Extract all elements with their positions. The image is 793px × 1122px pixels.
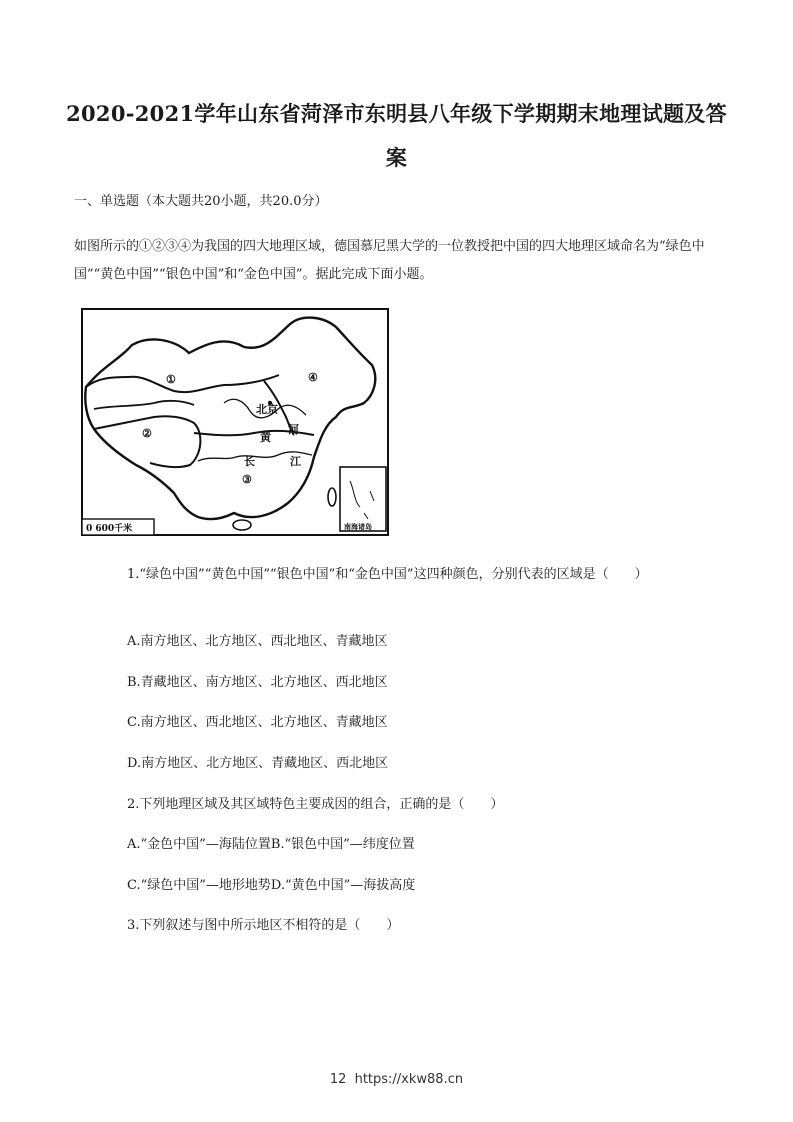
map-svg	[74, 305, 394, 540]
footer-url[interactable]: https://xkw88.cn	[354, 1072, 464, 1087]
question-2-stem: 2.下列地理区域及其区域特色主要成因的组合，正确的是（ ）	[127, 797, 504, 812]
document-title: 2020-2021学年山东省菏泽市东明县八年级下学期期末地理试题及答案	[66, 101, 727, 170]
region-2-label: ②	[142, 427, 152, 440]
yangtze-label-1: 长	[244, 455, 255, 468]
page-number: 12	[329, 1072, 347, 1087]
inset-label: 南海诸岛	[344, 522, 372, 531]
question-3-stem: 3.下列叙述与图中所示地区不相符的是（ ）	[127, 918, 400, 933]
region-3-label: ③	[242, 473, 252, 486]
region-4-label: ④	[308, 371, 318, 384]
region-1-label: ①	[166, 373, 176, 386]
yangtze-label-2: 江	[290, 455, 301, 468]
scale-label: 0 600千米	[86, 524, 133, 534]
question-1-option-c: C.南方地区、西北地区、北方地区、青藏地区	[127, 715, 388, 730]
intro-paragraph: 如图所示的①②③④为我国的四大地理区域，德国慕尼黑大学的一位教授把中国的四大地理区域命名为“绿色中国”“黄色中国”“银色中国”和“金色中国”。据此完成下面小题。	[74, 239, 705, 282]
question-1-option-d: D.南方地区、北方地区、青藏地区、西北地区	[127, 756, 389, 771]
question-1-option-a: A.南方地区、北方地区、西北地区、青藏地区	[127, 634, 388, 649]
question-1-stem: 1.“绿色中国”“黄色中国”“银色中国”和“金色中国”这四种颜色，分别代表的区域是（ ）	[127, 567, 648, 582]
section-heading: 一、单选题（本大题共20小题，共20.0分）	[74, 194, 328, 209]
question-2-options-ab: A.“金色中国”—海陆位置B.“银色中国”—纬度位置	[127, 837, 415, 852]
question-1-option-b: B.青藏地区、南方地区、北方地区、西北地区	[127, 675, 388, 690]
page-footer	[0, 1072, 793, 1087]
china-regions-map	[74, 305, 394, 540]
yellow-river-label-2: 河	[288, 423, 299, 436]
beijing-label: 北京	[256, 403, 278, 416]
question-2-options-cd: C.“绿色中国”—地形地势D.“黄色中国”—海拔高度	[127, 878, 416, 893]
yellow-river-label-1: 黄	[260, 431, 271, 444]
